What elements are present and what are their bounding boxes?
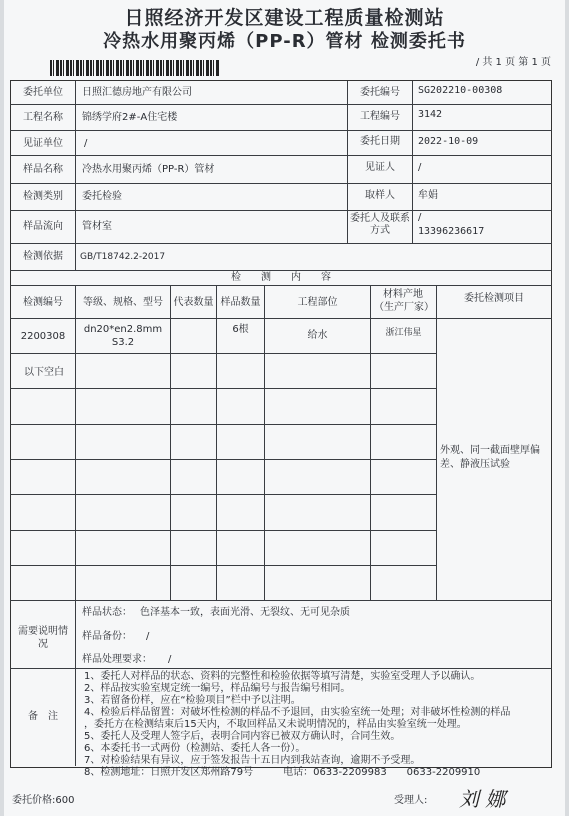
receiver-signature: 刘 娜 xyxy=(459,787,506,811)
divider xyxy=(170,285,171,600)
entrust-date-value: 2022-10-09 xyxy=(418,136,479,147)
col-header-maker: 材料产地（生产厂家） xyxy=(374,289,434,313)
entrust-date-label: 委托日期 xyxy=(360,136,400,147)
sample-handle-label: 样品处理要求： xyxy=(82,654,152,665)
form-title: 日照经济开发区建设工程质量检测站 xyxy=(124,7,445,29)
divider xyxy=(412,81,413,243)
divider xyxy=(10,285,552,286)
basis-label: 检测依据 xyxy=(23,251,63,262)
flow-label: 样品流向 xyxy=(23,221,63,232)
col-header-code: 检测编号 xyxy=(23,297,63,308)
project-value: 锦绣学府2#-A住宅楼 xyxy=(82,112,178,123)
basis-value: GB/T18742.2-2017 xyxy=(80,252,166,262)
cell-part: 给水 xyxy=(307,330,328,341)
divider xyxy=(10,494,436,495)
divider xyxy=(10,210,552,211)
contact-line2: 13396236617 xyxy=(418,226,485,237)
entrust-no-value: SG202210-00308 xyxy=(418,85,503,96)
cell-spec-line2: S3.2 xyxy=(111,337,135,348)
remark-item: 1、委托人对样品的状态、资料的完整性和检验依据等填写清楚，实验室受理人予以确认。 xyxy=(84,671,481,682)
notes-label: 需要说明情况 xyxy=(18,626,68,650)
test-type-label: 检测类别 xyxy=(23,191,63,202)
divider xyxy=(10,565,436,566)
sampler-label: 取样人 xyxy=(365,190,395,201)
client-label: 委托单位 xyxy=(23,87,63,98)
divider xyxy=(436,285,437,600)
divider xyxy=(10,353,436,354)
contact-label: 委托人及联系方式 xyxy=(350,213,410,236)
divider xyxy=(75,600,76,766)
remark-item: 2、样品按实验室规定统一编号，样品编号与报告编号相同。 xyxy=(84,683,351,694)
divider xyxy=(10,270,552,271)
sample-name-value: 冷热水用聚丙烯（PP-R）管材 xyxy=(82,164,215,175)
blank-note: 以下空白 xyxy=(24,367,64,378)
col-header-spec: 等级、规格、型号 xyxy=(83,297,163,308)
remark-item: 3、若留备份样，应在“检验项目”栏中予以注明。 xyxy=(84,695,301,706)
remark-item: ，委托方在检测结束后15天内，不取回样品又未说明情况的，样品由实验室统一处理。 xyxy=(84,719,467,730)
cell-spec-line1: dn20*en2.8mm xyxy=(83,324,163,335)
contact-line1: / xyxy=(418,212,422,223)
remark-item: 8、检测地址：日照开发区郑州路79号 电话：0633-2209983 0633-2209910 xyxy=(84,767,481,778)
col-header-rep-qty: 代表数量 xyxy=(173,297,214,308)
divider xyxy=(10,104,552,105)
remarks-label: 备 注 xyxy=(28,711,58,722)
project-label: 工程名称 xyxy=(23,112,63,123)
witness-unit-label: 见证单位 xyxy=(23,138,63,149)
form-subtitle: 冷热水用聚丙烯（PP-R）管材 检测委托书 xyxy=(103,31,466,52)
project-no-value: 3142 xyxy=(418,109,443,120)
divider xyxy=(10,600,552,601)
divider xyxy=(10,318,552,319)
divider xyxy=(75,81,76,270)
receiver-label: 受理人: xyxy=(394,795,428,806)
col-header-sample-qty: 样品数量 xyxy=(220,297,261,308)
divider xyxy=(10,243,552,244)
flow-value: 管材室 xyxy=(82,221,112,232)
client-value: 日照汇德房地产有限公司 xyxy=(82,87,192,98)
sample-backup-label: 样品备份： xyxy=(82,631,132,642)
test-items-line1: 外观、同一截面壁厚偏 xyxy=(440,445,540,456)
entrust-no-label: 委托编号 xyxy=(360,87,400,98)
col-header-test-items: 委托检测项目 xyxy=(464,293,524,304)
sample-handle-value: / xyxy=(168,654,172,665)
project-no-label: 工程编号 xyxy=(360,111,400,122)
cell-sample-qty: 6根 xyxy=(232,324,249,335)
divider xyxy=(10,459,436,460)
divider xyxy=(10,183,552,184)
test-type-value: 委托检验 xyxy=(82,191,122,202)
divider xyxy=(10,668,552,669)
content-header: 检 测 内 容 xyxy=(231,272,331,283)
barcode xyxy=(50,60,220,76)
divider xyxy=(10,155,552,156)
divider xyxy=(10,530,436,531)
remark-item: 5、委托人及受理人签字后，表明合同内容已被双方确认时，合同生效。 xyxy=(84,731,401,742)
sample-state-value: 色泽基本一致，表面光滑、无裂纹、无可见杂质 xyxy=(140,607,350,618)
divider xyxy=(10,388,436,389)
divider xyxy=(10,424,436,425)
witness-value: / xyxy=(418,162,422,173)
sample-state-label: 样品状态： xyxy=(82,607,132,618)
entrustment-form xyxy=(4,0,565,816)
sample-backup-value: / xyxy=(146,631,150,642)
col-header-part: 工程部位 xyxy=(297,297,338,308)
test-items-line2: 差、静液压试验 xyxy=(440,459,510,470)
witness-unit-value: / xyxy=(84,138,88,149)
sampler-value: 牟娟 xyxy=(418,190,438,201)
sample-name-label: 样品名称 xyxy=(23,164,63,175)
cell-maker: 浙江伟星 xyxy=(385,328,422,338)
price: 委托价格:600 xyxy=(12,795,75,806)
cell-code: 2200308 xyxy=(20,331,66,342)
witness-label: 见证人 xyxy=(365,162,395,173)
remark-item: 6、本委托书一式两份（检测站、委托人各一份）。 xyxy=(84,743,306,754)
remark-item: 4、检验后样品留置：对破坏性检测的样品不予退回，由实验室统一处理；对非破坏性检测的样品 xyxy=(84,707,511,718)
divider xyxy=(10,130,552,131)
page-info: / 共 1 页 第 1 页 xyxy=(475,57,551,68)
remark-item: 7、对检验结果有异议，应于签发报告十五日内到我站查询，逾期不予受理。 xyxy=(84,755,421,766)
